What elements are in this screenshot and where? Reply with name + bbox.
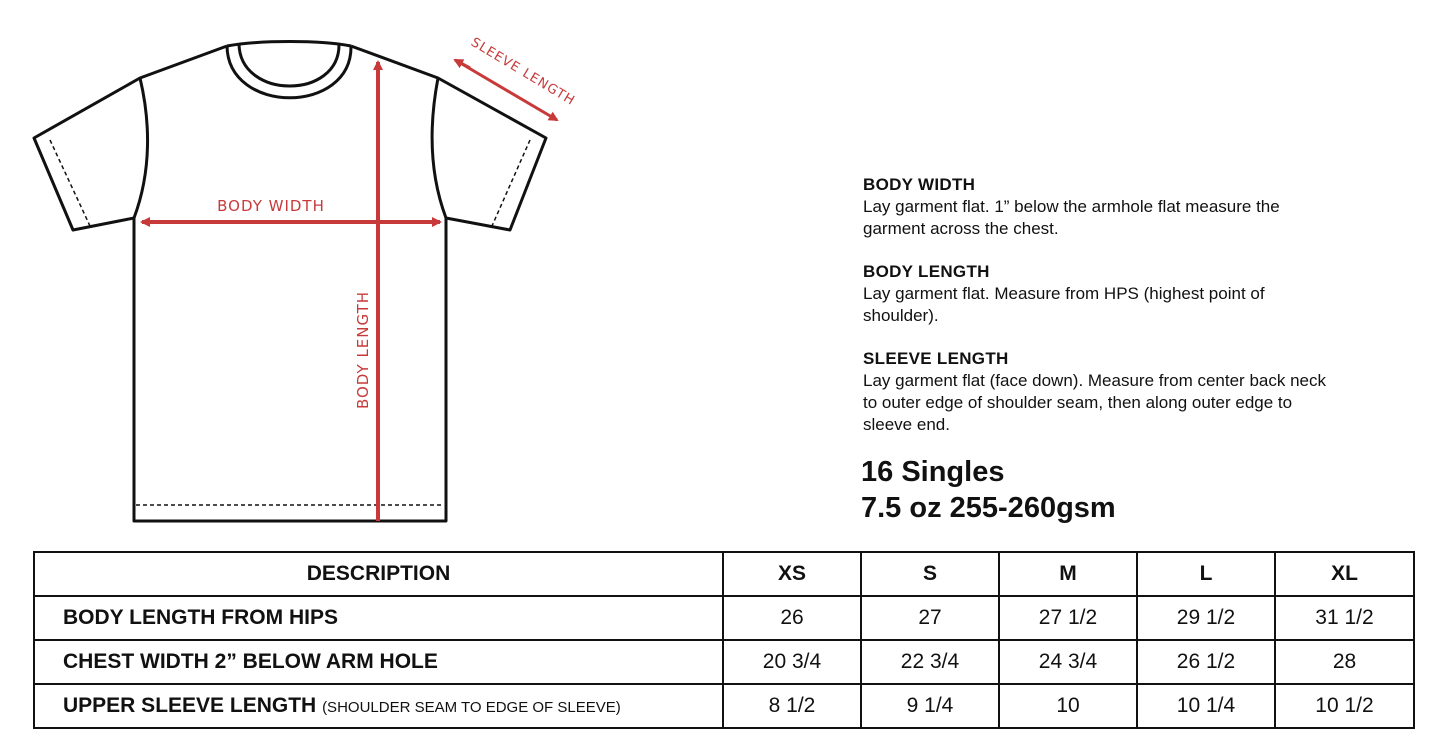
row-label: UPPER SLEEVE LENGTH	[63, 694, 317, 717]
header-size-s: S	[861, 552, 999, 596]
cell-value: 10	[999, 684, 1137, 728]
header-size-l: L	[1137, 552, 1275, 596]
cell-value: 22 3/4	[861, 640, 999, 684]
fabric-spec	[861, 454, 1116, 526]
instruction-title: SLEEVE LENGTH	[863, 349, 1009, 368]
instruction-body-width	[863, 174, 1343, 240]
row-label: BODY LENGTH FROM HIPS	[34, 596, 723, 640]
table-row	[34, 596, 1414, 640]
header-size-xs: XS	[723, 552, 861, 596]
instruction-text: Lay garment flat (face down). Measure from center back neck to outer edge of shoulder seam, then along outer edge to sleeve end.	[863, 371, 1326, 434]
header-size-m: M	[999, 552, 1137, 596]
fabric-weight: 7.5 oz 255-260gsm	[861, 492, 1116, 524]
size-chart-table	[33, 551, 1415, 729]
measurement-instructions	[863, 174, 1343, 457]
instruction-sleeve-length	[863, 348, 1343, 436]
cell-value: 9 1/4	[861, 684, 999, 728]
header-description: DESCRIPTION	[34, 552, 723, 596]
cell-value: 31 1/2	[1275, 596, 1414, 640]
cell-value: 10 1/4	[1137, 684, 1275, 728]
tshirt-outline	[34, 42, 546, 522]
cell-value: 27 1/2	[999, 596, 1137, 640]
cell-value: 10 1/2	[1275, 684, 1414, 728]
instruction-body-length	[863, 261, 1343, 327]
tshirt-diagram	[0, 0, 620, 540]
cell-value: 29 1/2	[1137, 596, 1275, 640]
body-length-label: BODY LENGTH	[354, 290, 372, 410]
sleeve-length-label: SLEEVE LENGTH	[468, 35, 578, 109]
fabric-singles: 16 Singles	[861, 456, 1005, 488]
instruction-title: BODY LENGTH	[863, 262, 990, 281]
cell-value: 20 3/4	[723, 640, 861, 684]
table-row	[34, 640, 1414, 684]
cell-value: 26 1/2	[1137, 640, 1275, 684]
hem-stitching	[50, 140, 530, 505]
row-label: CHEST WIDTH 2” BELOW ARM HOLE	[34, 640, 723, 684]
row-label-cell	[34, 684, 723, 728]
instruction-text: Lay garment flat. 1” below the armhole flat measure the garment across the chest.	[863, 197, 1280, 238]
cell-value: 8 1/2	[723, 684, 861, 728]
cell-value: 26	[723, 596, 861, 640]
row-note: (SHOULDER SEAM TO EDGE OF SLEEVE)	[322, 699, 621, 716]
cell-value: 28	[1275, 640, 1414, 684]
cell-value: 24 3/4	[999, 640, 1137, 684]
instruction-title: BODY WIDTH	[863, 175, 976, 194]
instruction-text: Lay garment flat. Measure from HPS (highest point of shoulder).	[863, 284, 1265, 325]
body-width-label: BODY WIDTH	[217, 197, 325, 215]
table-header-row	[34, 552, 1414, 596]
table-row	[34, 684, 1414, 728]
header-size-xl: XL	[1275, 552, 1414, 596]
cell-value: 27	[861, 596, 999, 640]
